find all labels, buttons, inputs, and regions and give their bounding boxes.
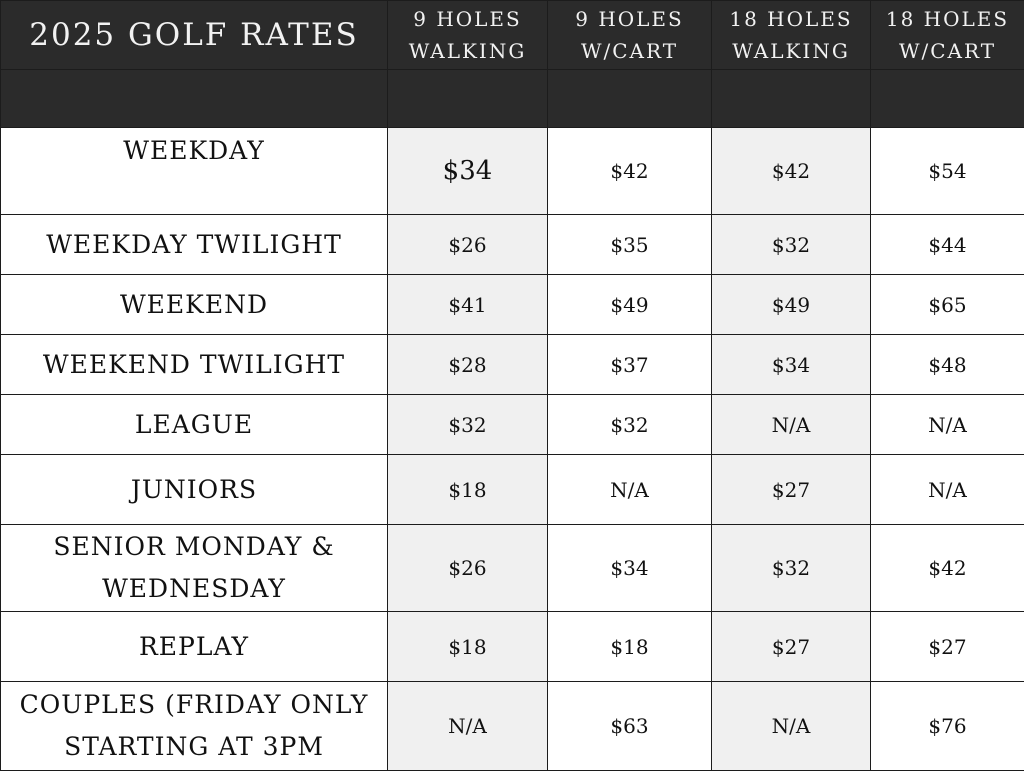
- rate-9-walking: $32: [388, 395, 548, 455]
- rate-18-cart: $54: [871, 128, 1024, 215]
- rate-label: SENIOR MONDAY & WEDNESDAY: [1, 525, 388, 612]
- rate-9-walking: $26: [388, 525, 548, 612]
- rate-row-weekday-twilight: [1, 215, 1024, 275]
- rate-18-cart: N/A: [871, 455, 1024, 525]
- rate-9-walking: $26: [388, 215, 548, 275]
- rate-9-cart: $18: [548, 612, 712, 682]
- col-header-line2: WALKING: [732, 39, 850, 63]
- rate-18-walking: $27: [712, 455, 871, 525]
- rate-9-walking: $28: [388, 335, 548, 395]
- rate-18-walking: $32: [712, 215, 871, 275]
- rate-18-walking: $27: [712, 612, 871, 682]
- col-header-9-cart: [548, 1, 712, 70]
- rate-9-cart: $42: [548, 128, 712, 215]
- rate-18-cart: $76: [871, 682, 1024, 771]
- col-header-18-cart: [871, 1, 1024, 70]
- rate-9-walking: $34: [388, 128, 548, 215]
- col-header-line1: 9 HOLES: [413, 7, 522, 31]
- rate-label: REPLAY: [1, 612, 388, 682]
- rate-row-league: [1, 395, 1024, 455]
- rate-18-cart: $42: [871, 525, 1024, 612]
- rate-9-cart: $32: [548, 395, 712, 455]
- rate-label: WEEKDAY: [1, 128, 388, 215]
- rate-9-cart: $37: [548, 335, 712, 395]
- rate-18-walking: $42: [712, 128, 871, 215]
- rate-9-cart: $49: [548, 275, 712, 335]
- header-spacer-row: [1, 70, 1024, 128]
- rate-label: WEEKDAY TWILIGHT: [1, 215, 388, 275]
- col-header-line1: 18 HOLES: [886, 7, 1009, 31]
- rate-18-walking: $32: [712, 525, 871, 612]
- col-header-18-walking: [712, 1, 871, 70]
- rate-row-weekend: [1, 275, 1024, 335]
- header-spacer-cell: [1, 70, 388, 128]
- rate-18-walking: $34: [712, 335, 871, 395]
- col-header-line1: 18 HOLES: [729, 7, 852, 31]
- rate-9-cart: N/A: [548, 455, 712, 525]
- rate-18-walking: N/A: [712, 395, 871, 455]
- rate-label: JUNIORS: [1, 455, 388, 525]
- col-header-line2: W/CART: [581, 39, 678, 63]
- rate-label: COUPLES (FRIDAY ONLY STARTING AT 3PM: [1, 682, 388, 771]
- rate-9-cart: $34: [548, 525, 712, 612]
- rate-18-cart: N/A: [871, 395, 1024, 455]
- col-header-9-walking: [388, 1, 548, 70]
- rate-row-couples: [1, 682, 1024, 771]
- header-spacer-cell: [871, 70, 1024, 128]
- rate-row-weekday: [1, 128, 1024, 215]
- rate-18-cart: $44: [871, 215, 1024, 275]
- col-header-line2: WALKING: [409, 39, 527, 63]
- rate-18-cart: $27: [871, 612, 1024, 682]
- rate-9-cart: $35: [548, 215, 712, 275]
- header-row: [1, 1, 1024, 70]
- rate-row-weekend-twilight: [1, 335, 1024, 395]
- rate-9-walking: N/A: [388, 682, 548, 771]
- rate-9-walking: $18: [388, 455, 548, 525]
- header-spacer-cell: [388, 70, 548, 128]
- col-header-line2: W/CART: [899, 39, 996, 63]
- header-spacer-cell: [712, 70, 871, 128]
- rate-row-juniors: [1, 455, 1024, 525]
- header-spacer-cell: [548, 70, 712, 128]
- rate-18-cart: $48: [871, 335, 1024, 395]
- rate-row-replay: [1, 612, 1024, 682]
- rate-18-walking: $49: [712, 275, 871, 335]
- rate-label: WEEKEND TWILIGHT: [1, 335, 388, 395]
- rate-9-cart: $63: [548, 682, 712, 771]
- rate-9-walking: $41: [388, 275, 548, 335]
- col-header-line1: 9 HOLES: [575, 7, 684, 31]
- rate-row-senior: [1, 525, 1024, 612]
- table-title: 2025 GOLF RATES: [1, 1, 388, 70]
- rate-9-walking: $18: [388, 612, 548, 682]
- rate-label: LEAGUE: [1, 395, 388, 455]
- rate-18-walking: N/A: [712, 682, 871, 771]
- rate-18-cart: $65: [871, 275, 1024, 335]
- rate-label: WEEKEND: [1, 275, 388, 335]
